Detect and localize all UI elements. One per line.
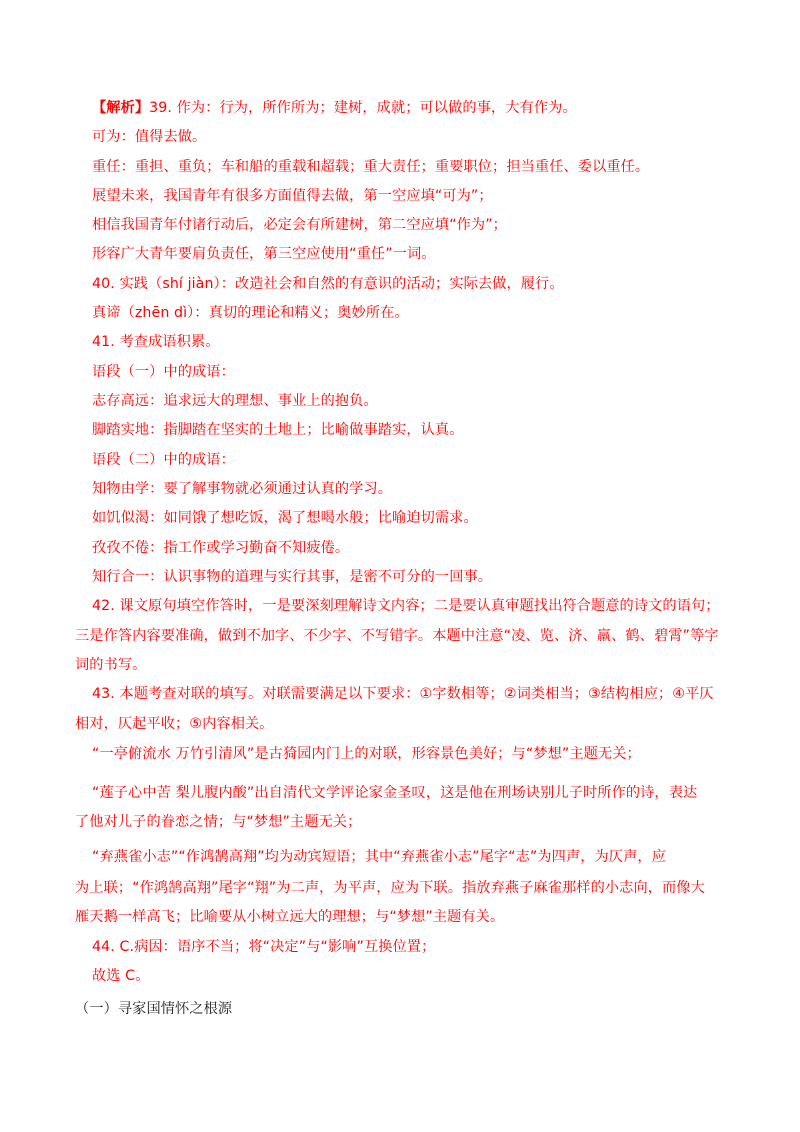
text-line: 相信我国青年付诸行动后，必定会有所建树，第二空应填“作为”； [92,217,507,233]
section-heading: （一）寻家国情怀之根源 [75,1001,233,1017]
text-line: 知物由学：要了解事物就必须通过认真的学习。 [92,481,393,497]
text-line: 重任：重担、重负；车和船的重载和超载；重大责任；重要职位；担当重任、委以重任。 [92,159,650,175]
answer-39-line [92,98,577,118]
text-line: 语段（一）中的成语： [92,364,235,380]
analysis-text: 39. 作为：行为，所作所为；建树，成就；可以做的事，大有作为。 [149,100,577,116]
text-line: 语段（二）中的成语： [92,452,235,468]
text-line: 真谛（zhēn dì）：真切的理论和精义；奥妙所在。 [92,305,409,321]
text-line: 40. 实践（shí jiàn）：改造社会和自然的有意识的活动；实际去做，履行。 [92,276,564,292]
text-line: 42. 课文原句填空作答时，一是要深刻理解诗文内容；二是要认真审题找出符合题意的诗文的语句； [92,598,720,614]
text-line: 知行合一：认识事物的道理与实行其事，是密不可分的一回事。 [92,569,493,585]
text-line: 为上联；“作鸿鹄高翔”尾字“翔”为二声，为平声，应为下联。指放弃燕子麻雀那样的小志向，而像大 [75,880,705,896]
text-line: 了他对儿子的眷恋之情；与“梦想”主题无关； [75,814,362,830]
text-line: 词的书写。 [75,657,147,673]
text-line: “一亭俯流水 万竹引清风”是古猗园内门上的对联，形容景色美好；与“梦想”主题无关； [92,746,641,762]
text-line: 相对，仄起平收；⑤内容相关。 [75,716,274,732]
text-line: 如饥似渴：如同饿了想吃饭，渴了想喝水般；比喻迫切需求。 [92,510,478,526]
text-line: 脚踏实地：指脚踏在坚实的土地上；比喻做事踏实，认真。 [92,422,464,438]
text-line: 展望未来，我国青年有很多方面值得去做，第一空应填“可为”； [92,188,493,204]
text-line: 形容广大青年要肩负责任，第三空应使用“重任”一词。 [92,246,436,262]
text-line: 志存高远：追求远大的理想、事业上的抱负。 [92,393,378,409]
text-line: 41. 考查成语积累。 [92,334,220,350]
text-line: “弃燕雀小志”“作鸿鹄高翔”均为动宾短语；其中“弃燕雀小志”尾字“志”为四声，为仄声，应 [92,849,666,865]
text-line: 三是作答内容要准确，做到不加字、不少字、不写错字。本题中注意“凌、览、济、羸、鹤、碧霄”等字 [75,628,719,644]
text-line: 故选 C。 [92,968,150,984]
analysis-label: 【解析】 [92,100,150,116]
text-line: 孜孜不倦：指工作或学习勤奋不知疲倦。 [92,540,350,556]
text-line: 可为：值得去做。 [92,129,207,145]
text-line: “莲子心中苦 梨儿腹内酸”出自清代文学评论家金圣叹，这是他在刑场诀别儿子时所作的诗，表达 [92,785,698,801]
text-line: 44. C.病因：语序不当；将“决定”与“影响”互换位置； [92,939,436,955]
text-line: 雁天鹅一样高飞；比喻要从小树立远大的理想；与“梦想”主题有关。 [75,909,505,925]
text-line: 43. 本题考查对联的填写。对联需要满足以下要求：①字数相等；②词类相当；③结构相应；④平仄 [92,686,714,702]
